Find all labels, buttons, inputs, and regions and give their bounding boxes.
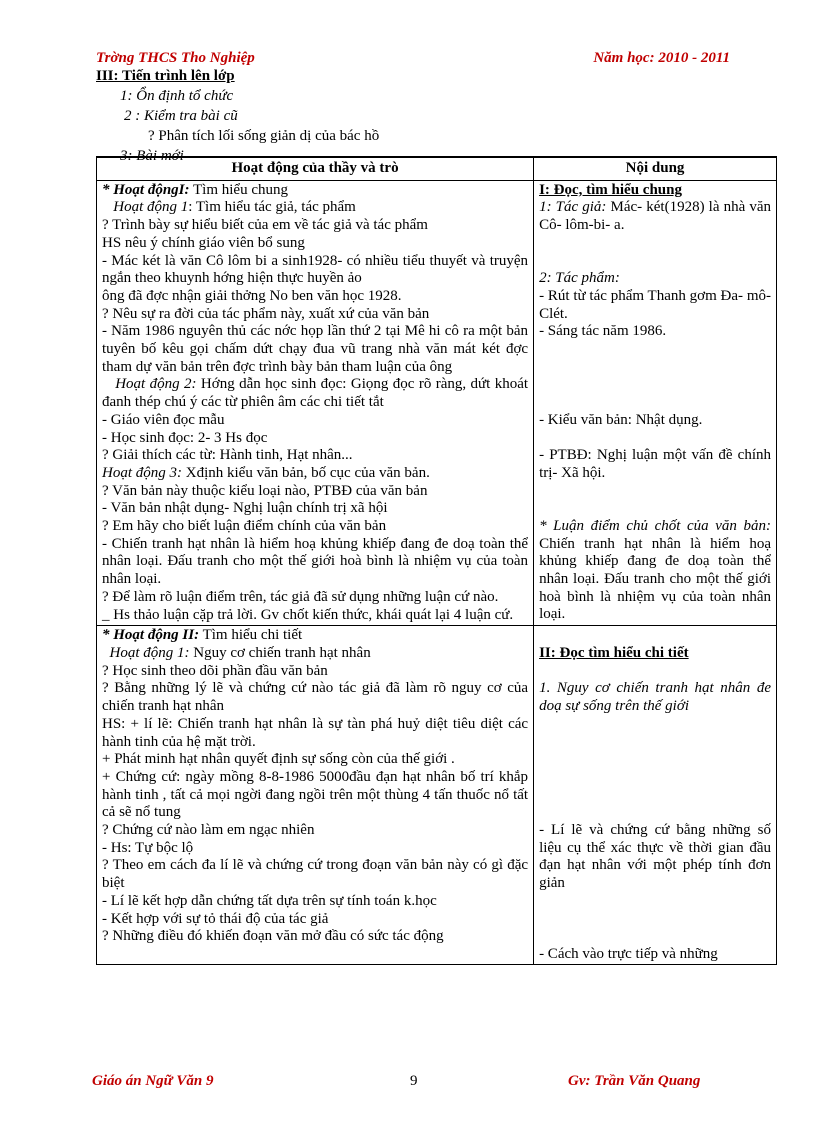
activity-line: + Chứng cứ: ngày mồng 8-8-1986 5000đầu đạn hạt nhân bố trí khắp hành tinh , tất cả mọi ngời đang ngồi trên một thùng 4 tấn thuốc nổ tất cả sẽ nổ tung xyxy=(102,768,529,821)
lesson-table xyxy=(96,156,777,965)
col-header-activities: Hoạt động của thầy và trò xyxy=(97,157,534,180)
work-source: - Rút từ tác phẩm Thanh gơm Đa- mô- Clét. xyxy=(539,287,771,322)
activity-line: ? Nêu sự ra đời của tác phẩm này, xuất xứ của văn bản xyxy=(102,305,430,322)
activity-line: ? Trình bày sự hiểu biết của em về tác giả và tác phẩm xyxy=(102,217,428,234)
activity-line: ? Để làm rõ luận điểm trên, tác giả đã sử dụng những luận cứ nào. xyxy=(102,588,499,605)
activity-line: - Chiến tranh hạt nhân là hiểm hoạ khủng khiếp đang đe doạ toàn thể nhân loại. Đấu tranh cho một thế giới hoà bình là nhiệm vụ của toàn nhân loại. xyxy=(102,535,529,588)
activity-line: _ Hs thảo luận cặp trả lời. Gv chốt kiến thức, khái quát lại 4 luận cứ. xyxy=(102,606,514,623)
author-info: 1: Tác giả: Mác- két(1928) là nhà văn Cô- lôm-bi- a. xyxy=(539,199,771,234)
text-type: - Kiểu văn bản: Nhật dụng. xyxy=(539,411,703,428)
header-school: Trờng THCS Tho Nghiệp xyxy=(96,50,255,66)
section-heading: III: Tiến trình lên lớp xyxy=(96,68,235,84)
activity-line: - Học sinh đọc: 2- 3 Hs đọc xyxy=(102,429,268,446)
col-header-content: Nội dung xyxy=(534,157,777,180)
activity-line: ? Bằng những lý lẽ và chứng cứ nào tác giả đã làm rõ nguy cơ của chiến tranh hạt nhân xyxy=(102,680,529,715)
section-2-title: II: Đọc tìm hiểu chi tiết xyxy=(539,644,689,661)
activity-line: * Hoạt động II: Tìm hiểu chi tiết xyxy=(102,627,303,644)
activity-line: Hoạt động 3: Xđịnh kiểu văn bản, bố cục của văn bản. xyxy=(102,464,430,481)
activity-line: - Năm 1986 nguyên thủ các nớc họp lần thứ 2 tại Mê hi cô ra một bản tuyên bố kêu gọi chấm dứt chạy đua vũ trang nhà văn mát két đợc tham dự văn bản trên đợc trình bày bản tham luận của ông xyxy=(102,323,529,375)
review-question: ? Phân tích lối sống giản dị của bác hồ xyxy=(148,128,380,144)
activity-line: ? Em hãy cho biết luận điểm chính của văn bản xyxy=(102,518,387,535)
activity-line: - Kết hợp với sự tỏ thái độ của tác giả xyxy=(102,910,329,927)
work-date: - Sáng tác năm 1986. xyxy=(539,323,667,340)
activity-line: Hoạt động 1: Tìm hiểu tác giả, tác phẩm xyxy=(102,199,356,216)
step-2: 2 : Kiểm tra bài cũ xyxy=(124,108,238,124)
activity-line: - Mác két là văn Cô lôm bi a sinh1928- có nhiều tiểu thuyết và truyện ngắn theo khuynh hớng hiện thực huyền ảo xyxy=(102,252,529,287)
activity-line: ? Văn bản này thuộc kiểu loại nào, PTBĐ của văn bản xyxy=(102,482,428,499)
activity-line: - Văn bản nhật dụng- Nghị luận chính trị xã hội xyxy=(102,500,388,517)
activity-line: - Giáo viên đọc mẫu xyxy=(102,411,225,428)
activity-line: HS: + lí lẽ: Chiến tranh hạt nhân là sự tàn phá huỷ diệt tiêu diệt các hành tinh của hệ mặt trời. xyxy=(102,715,529,750)
work-title: 2: Tác phẩm: xyxy=(539,270,620,287)
activity-line: ông đã đợc nhận giải thởng No ben văn học 1928. xyxy=(102,287,402,304)
content-column xyxy=(534,180,777,626)
nuclear-threat-heading: 1. Nguy cơ chiến tranh hạt nhân đe doạ sự sống trên thế giới xyxy=(539,680,771,715)
activity-line: + Phát minh hạt nhân quyết định sự sống còn của thế giới . xyxy=(102,751,455,768)
lesson-intro xyxy=(96,66,379,166)
activity-line: ? Theo em cách đa lí lẽ và chứng cứ trong đoạn văn bản này có gì đặc biệt xyxy=(102,857,529,892)
activity-line: HS nêu ý chính giáo viên bổ sung xyxy=(102,234,305,251)
expression-mode: - PTBĐ: Nghị luận một vấn đề chính trị- Xã hội. xyxy=(539,447,771,481)
footer-course: Giáo án Ngữ Văn 9 xyxy=(92,1073,214,1089)
activities-column xyxy=(97,180,534,626)
activity-line: ? Học sinh theo dõi phần đầu văn bản xyxy=(102,662,328,679)
activity-line: ? Những điều đó khiến đoạn văn mở đầu có sức tác động xyxy=(102,928,444,945)
header-year: Năm học: 2010 - 2011 xyxy=(593,50,730,66)
step-1: 1: Ổn định tổ chức xyxy=(120,88,234,104)
activity-line: - Hs: Tự bộc lộ xyxy=(102,839,194,856)
content-column-2 xyxy=(534,626,777,965)
page-number: 9 xyxy=(410,1073,418,1089)
footer-teacher: Gv: Trần Văn Quang xyxy=(568,1073,701,1089)
activity-line: Hoạt động 2: Hớng dẫn học sinh đọc: Giọng đọc rõ ràng, dứt khoát đanh thép chú ý các từ phiên âm các chi tiết tắt xyxy=(102,376,529,411)
activity-line: ? Giải thích các từ: Hành tinh, Hạt nhân... xyxy=(102,447,353,464)
activity-line: Hoạt động 1: Nguy cơ chiến tranh hạt nhân xyxy=(102,644,371,661)
section-1-title: I: Đọc, tìm hiểu chung xyxy=(539,181,682,198)
direct-approach: - Cách vào trực tiếp và những xyxy=(539,945,718,962)
activity-line: * Hoạt độngI: Tìm hiểu chung xyxy=(102,181,288,198)
activities-column-2 xyxy=(97,626,534,965)
reasoning-evidence: - Lí lẽ và chứng cứ bằng những số liệu cụ thể xác thực về thời gian đầu đạn hạt nhân với một phép tính đơn giản xyxy=(539,821,771,891)
activity-line: - Lí lẽ kết hợp dẫn chứng tất dựa trên sự tính toán k.học xyxy=(102,892,437,909)
main-argument: * Luận điểm chủ chốt của văn bản: Chiến tranh hạt nhân là hiểm hoạ khủng khiếp đang đe doạ toàn thể nhân loại. Đấu tranh cho một thế giới hoà bình là nhiệm vụ của toàn nhân loại. xyxy=(539,517,771,623)
activity-line: ? Chứng cứ nào làm em ngạc nhiên xyxy=(102,822,315,839)
step-3: 3: Bài mới xyxy=(120,148,184,164)
